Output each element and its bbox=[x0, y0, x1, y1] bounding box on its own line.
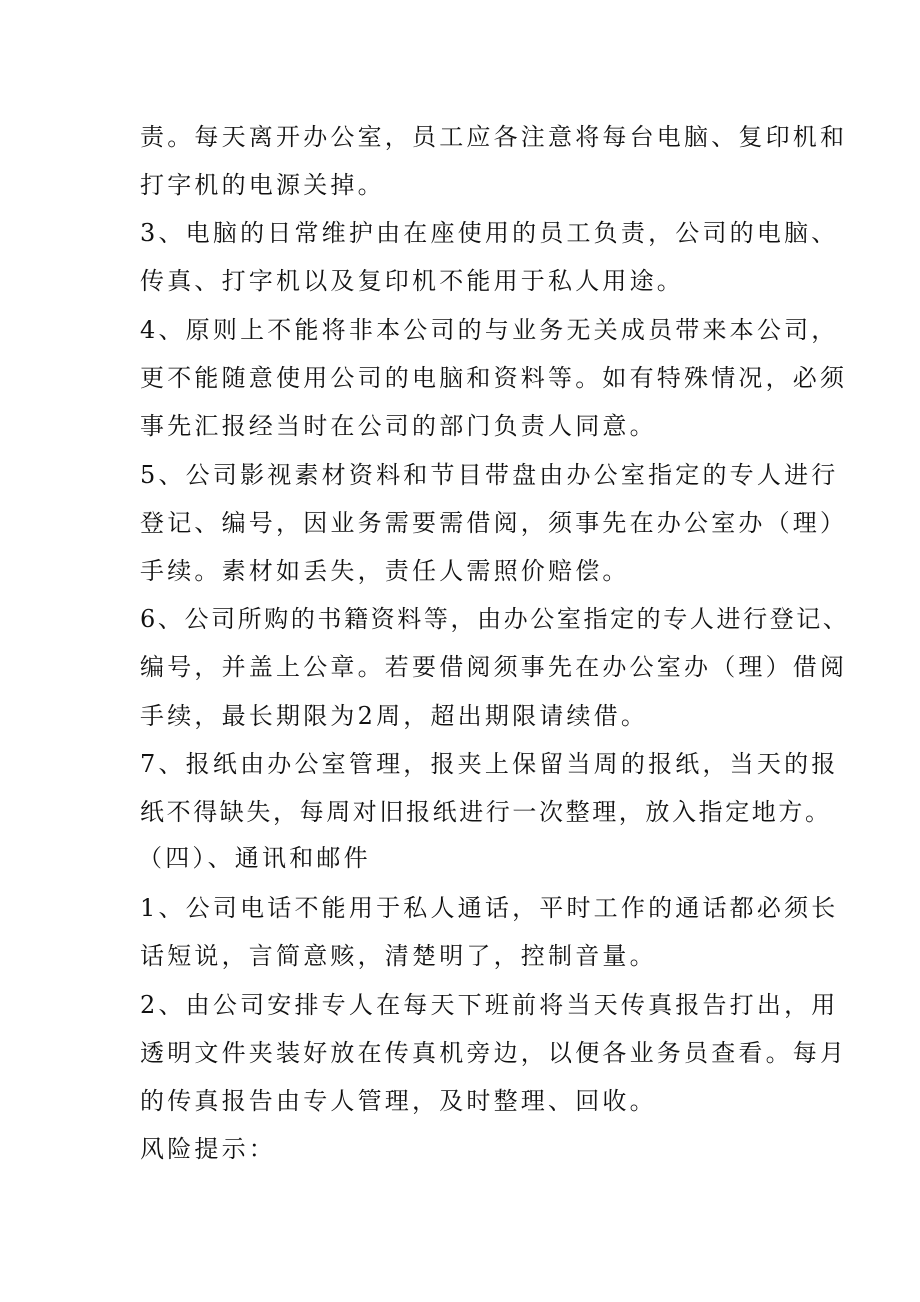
text-line: 2、由公司安排专人在每天下班前将当天传真报告打出，用 bbox=[140, 991, 839, 1019]
text-line: 打字机的电源关掉。 bbox=[140, 171, 385, 199]
text-line: 手续，最长期限为2周，超出期限请续借。 bbox=[140, 702, 649, 730]
text-line: 7、报纸由办公室管理，报夹上保留当周的报纸，当天的报 bbox=[140, 750, 839, 778]
text-line: 登记、编号，因业务需要需借阅，须事先在办公室办（理） bbox=[140, 509, 848, 537]
text-line: 3、电脑的日常维护由在座使用的员工负责，公司的电脑、 bbox=[140, 219, 839, 247]
text-line: 1、公司电话不能用于私人通话，平时工作的通话都必须长 bbox=[140, 894, 839, 922]
text-line: 责。每天离开办公室，员工应各注意将每台电脑、复印机和 bbox=[140, 123, 848, 151]
section-heading: （四）、通讯和邮件 bbox=[138, 844, 371, 872]
text-line: 传真、打字机以及复印机不能用于私人用途。 bbox=[140, 267, 684, 295]
text-line: 透明文件夹装好放在传真机旁边，以便各业务员查看。每月 bbox=[140, 1039, 848, 1067]
text-line: 5、公司影视素材资料和节目带盘由办公室指定的专人进行 bbox=[140, 461, 839, 489]
text-line: 事先汇报经当时在公司的部门负责人同意。 bbox=[140, 412, 657, 440]
text-line: 6、公司所购的书籍资料等，由办公室指定的专人进行登记、 bbox=[140, 605, 850, 633]
text-line: 风险提示： bbox=[140, 1135, 276, 1163]
text-line: 4、原则上不能将非本公司的与业务无关成员带来本公司， bbox=[140, 316, 839, 344]
text-line: 的传真报告由专人管理，及时整理、回收。 bbox=[140, 1087, 657, 1115]
text-line: 纸不得缺失，每周对旧报纸进行一次整理，放入指定地方。 bbox=[140, 798, 832, 826]
text-line: 手续。素材如丢失，责任人需照价赔偿。 bbox=[140, 557, 630, 585]
text-line: 更不能随意使用公司的电脑和资料等。如有特殊情况，必须 bbox=[140, 364, 848, 392]
text-line: 话短说，言简意赅，清楚明了，控制音量。 bbox=[140, 942, 657, 970]
text-line: 编号，并盖上公章。若要借阅须事先在办公室办（理）借阅 bbox=[140, 653, 848, 681]
